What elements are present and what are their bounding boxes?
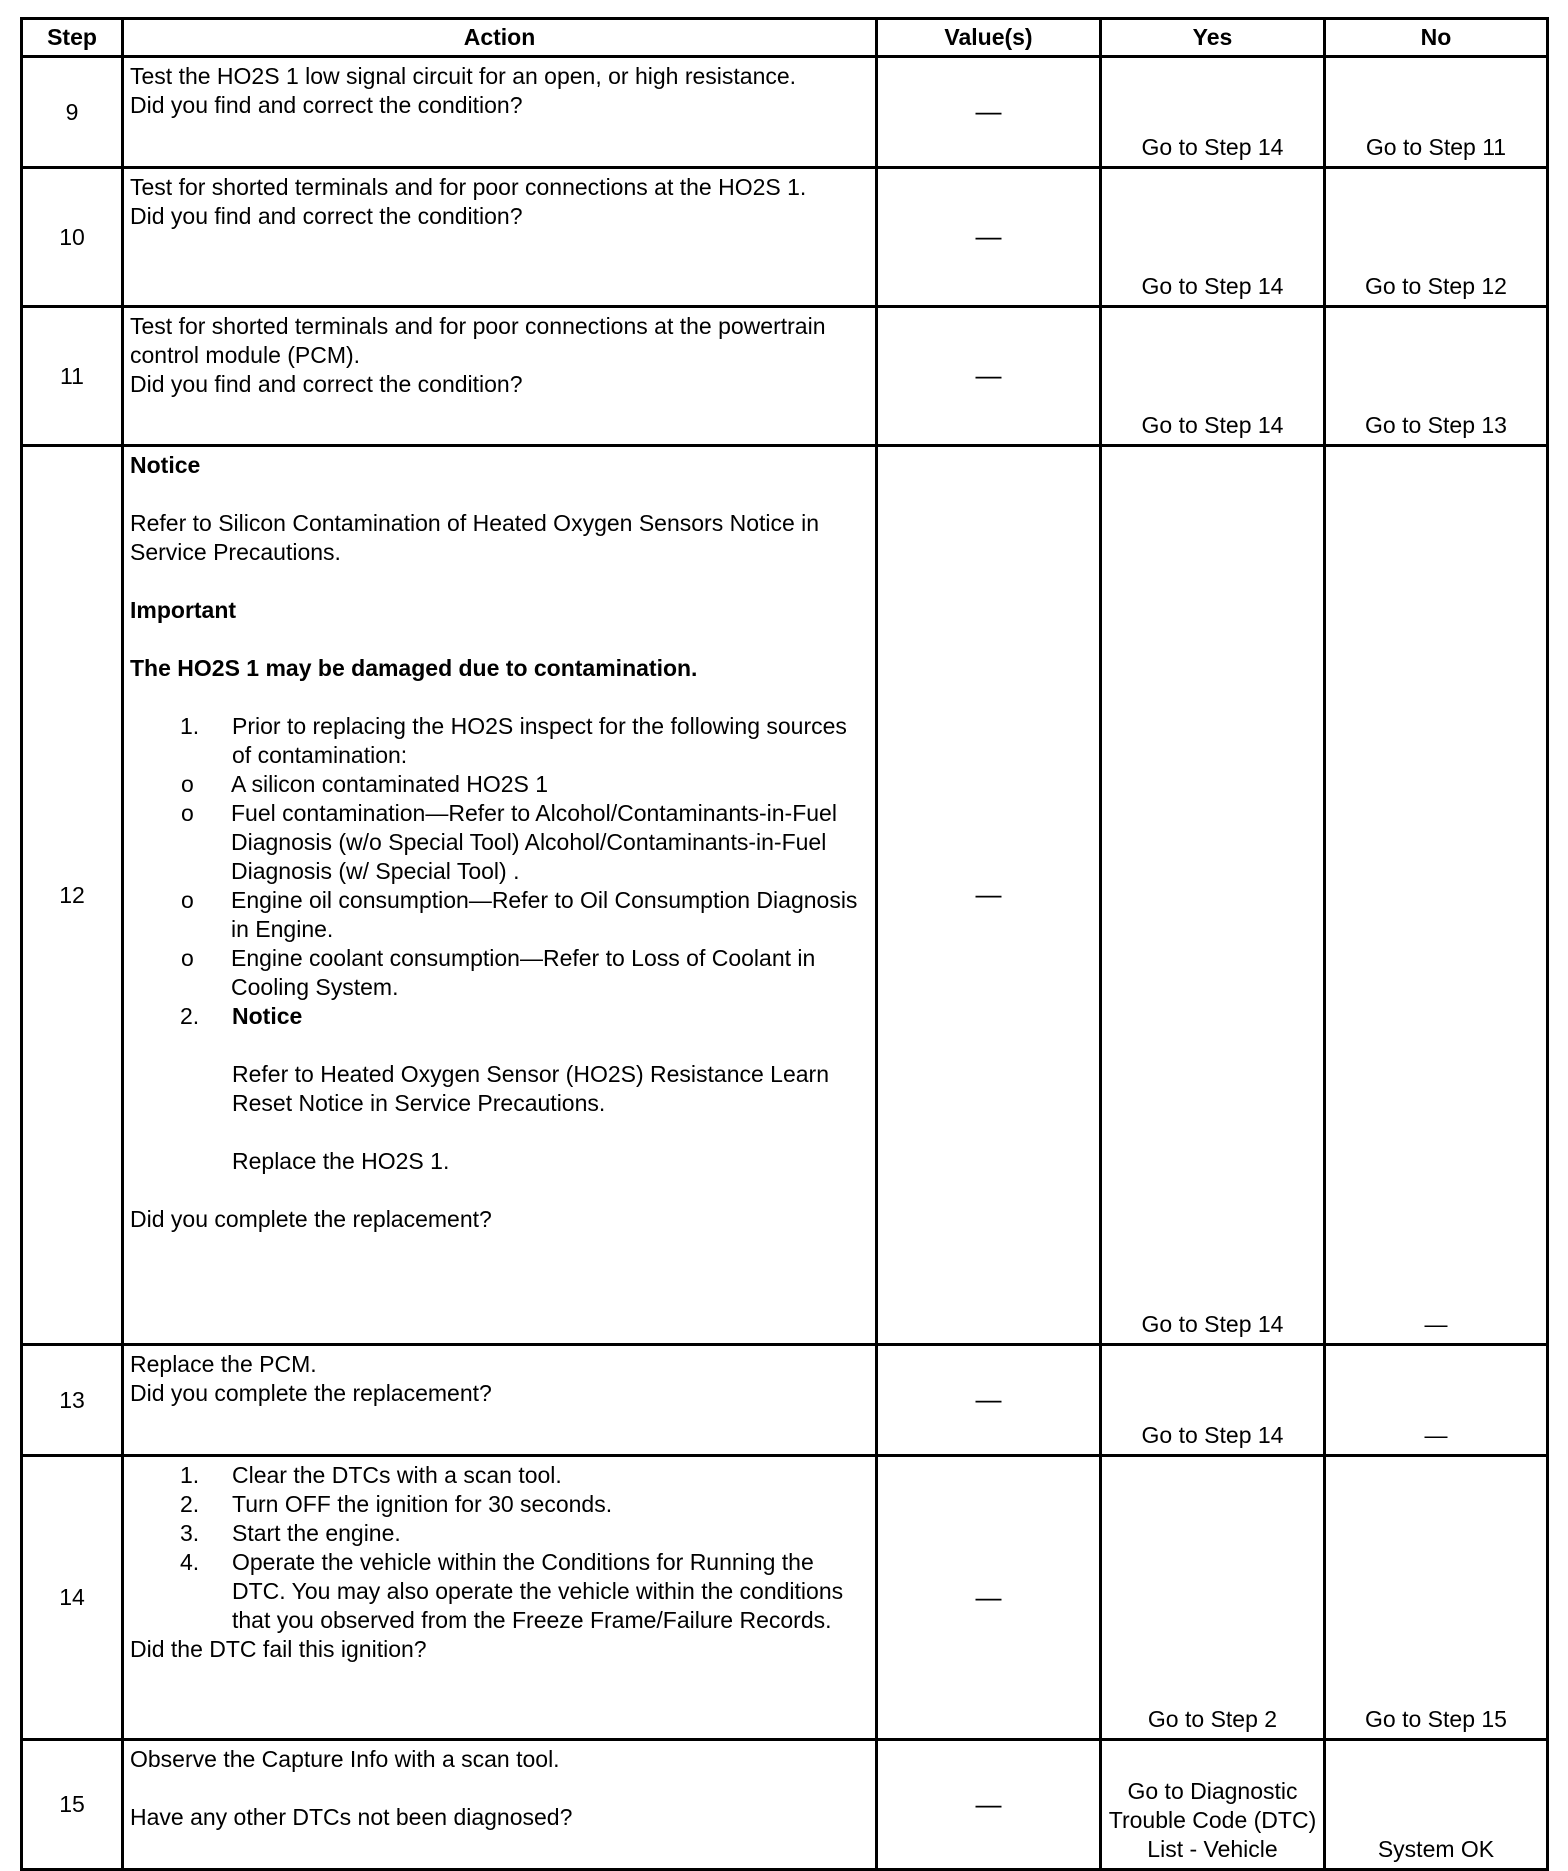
notice-text: Refer to Silicon Contamination of Heated Oxygen Sensors Notice in Service Precautions.	[130, 510, 820, 565]
value-cell	[877, 1456, 1101, 1740]
table-row	[22, 1456, 1548, 1740]
value-cell	[877, 1740, 1101, 1870]
value-cell	[877, 1345, 1101, 1456]
value-dash: —	[975, 96, 1002, 126]
item-number: 2.	[180, 1491, 200, 1517]
table-row	[22, 1345, 1548, 1456]
procedure-list	[130, 1461, 869, 1635]
no-cell: —	[1325, 1345, 1548, 1456]
item-number: 1.	[180, 713, 200, 739]
bullet-item	[130, 799, 869, 886]
action-text: Observe the Capture Info with a scan tool.	[130, 1746, 560, 1772]
item-notice-text: Refer to Heated Oxygen Sensor (HO2S) Resistance Learn Reset Notice in Service Precautions.	[232, 1061, 830, 1116]
list-item	[130, 1461, 869, 1490]
bullet-text: Engine oil consumption—Refer to Oil Consumption Diagnosis in Engine.	[231, 887, 858, 942]
value-dash: —	[975, 1581, 1002, 1612]
action-text: Replace the PCM.	[130, 1351, 317, 1377]
value-cell	[877, 446, 1101, 1345]
action-cell	[123, 1456, 877, 1740]
bullet-glyph: o	[181, 887, 194, 913]
table-row	[22, 168, 1548, 307]
item-text: Operate the vehicle within the Conditions for Running the DTC. You may also operate the vehicle within the conditions that you observed from the Freeze Frame/Failure Records.	[232, 1549, 844, 1633]
header-row	[22, 19, 1548, 57]
action-question: Did you complete the replacement?	[130, 1206, 492, 1232]
action-question: Have any other DTCs not been diagnosed?	[130, 1804, 573, 1830]
action-text: Test the HO2S 1 low signal circuit for an open, or high resistance.	[130, 63, 797, 89]
list-item	[130, 1002, 869, 1176]
header-no: No	[1325, 19, 1548, 57]
item-text: Clear the DTCs with a scan tool.	[232, 1462, 562, 1488]
step-number: 15	[22, 1740, 123, 1870]
step-number: 13	[22, 1345, 123, 1456]
important-text: The HO2S 1 may be damaged due to contamination.	[130, 655, 698, 681]
notice-heading: Notice	[130, 452, 201, 478]
contamination-list	[130, 770, 869, 1002]
value-dash: —	[975, 1384, 1002, 1414]
table-row	[22, 1740, 1548, 1870]
item-text: Prior to replacing the HO2S inspect for the following sources of contamination:	[232, 713, 847, 768]
no-cell: Go to Step 11	[1325, 57, 1548, 168]
yes-cell: Go to Step 14	[1101, 168, 1325, 307]
list-item	[130, 1548, 869, 1635]
yes-cell: Go to Step 14	[1101, 446, 1325, 1345]
bullet-glyph: o	[181, 945, 194, 971]
header-action: Action	[123, 19, 877, 57]
yes-cell: Go to Step 14	[1101, 307, 1325, 446]
item-action-text: Replace the HO2S 1.	[232, 1148, 450, 1174]
value-cell	[877, 57, 1101, 168]
no-cell: Go to Step 12	[1325, 168, 1548, 307]
table-row	[22, 57, 1548, 168]
list-item	[130, 1490, 869, 1519]
action-cell	[123, 57, 877, 168]
table-row	[22, 446, 1548, 1345]
item-notice-heading: Notice	[232, 1003, 303, 1029]
important-heading: Important	[130, 597, 237, 623]
action-cell	[123, 1345, 877, 1456]
list-item	[130, 712, 869, 770]
step-number: 10	[22, 168, 123, 307]
step-number: 11	[22, 307, 123, 446]
action-question: Did you complete the replacement?	[130, 1380, 492, 1406]
value-dash: —	[975, 360, 1002, 390]
yes-cell: Go to Diagnostic Trouble Code (DTC) List - Vehicle	[1101, 1740, 1325, 1870]
value-dash: —	[975, 1788, 1002, 1819]
item-number: 4.	[180, 1549, 200, 1575]
action-question: Did you find and correct the condition?	[130, 371, 523, 397]
yes-cell: Go to Step 2	[1101, 1456, 1325, 1740]
yes-cell: Go to Step 14	[1101, 57, 1325, 168]
action-cell	[123, 307, 877, 446]
yes-cell: Go to Step 14	[1101, 1345, 1325, 1456]
action-question: Did you find and correct the condition?	[130, 92, 523, 118]
item-text: Start the engine.	[232, 1520, 401, 1546]
header-values: Value(s)	[877, 19, 1101, 57]
bullet-glyph: o	[181, 771, 194, 797]
bullet-text: A silicon contaminated HO2S 1	[231, 771, 549, 797]
bullet-text: Fuel contamination—Refer to Alcohol/Contaminants-in-Fuel Diagnosis (w/o Special Tool) Alcohol/Contaminants-in-Fuel Diagnosis (w/ Special Tool) .	[231, 800, 837, 884]
action-question: Did you find and correct the condition?	[130, 203, 523, 229]
bullet-text: Engine coolant consumption—Refer to Loss of Coolant in Cooling System.	[231, 945, 816, 1000]
no-cell: —	[1325, 446, 1548, 1345]
action-cell	[123, 1740, 877, 1870]
list-item	[130, 1519, 869, 1548]
action-question: Did the DTC fail this ignition?	[130, 1636, 427, 1662]
bullet-glyph: o	[181, 800, 194, 826]
step-number: 14	[22, 1456, 123, 1740]
action-text: Test for shorted terminals and for poor connections at the HO2S 1.	[130, 174, 807, 200]
item-number: 3.	[180, 1520, 200, 1546]
procedure-list	[130, 712, 869, 770]
bullet-item	[130, 944, 869, 1002]
value-cell	[877, 168, 1101, 307]
no-cell: Go to Step 13	[1325, 307, 1548, 446]
value-dash: —	[975, 879, 1002, 909]
action-cell	[123, 446, 877, 1345]
step-number: 9	[22, 57, 123, 168]
header-yes: Yes	[1101, 19, 1325, 57]
step-number: 12	[22, 446, 123, 1345]
item-number: 2.	[180, 1003, 200, 1029]
value-cell	[877, 307, 1101, 446]
header-step: Step	[22, 19, 123, 57]
procedure-list	[130, 1002, 869, 1176]
table-row	[22, 307, 1548, 446]
value-dash: —	[975, 221, 1002, 251]
bullet-item	[130, 886, 869, 944]
item-number: 1.	[180, 1462, 200, 1488]
diagnostic-table	[20, 17, 1549, 1871]
action-text: Test for shorted terminals and for poor connections at the powertrain control module (PCM).	[130, 313, 826, 368]
action-cell	[123, 168, 877, 307]
no-cell: System OK	[1325, 1740, 1548, 1870]
bullet-item	[130, 770, 869, 799]
item-text: Turn OFF the ignition for 30 seconds.	[232, 1491, 613, 1517]
no-cell: Go to Step 15	[1325, 1456, 1548, 1740]
